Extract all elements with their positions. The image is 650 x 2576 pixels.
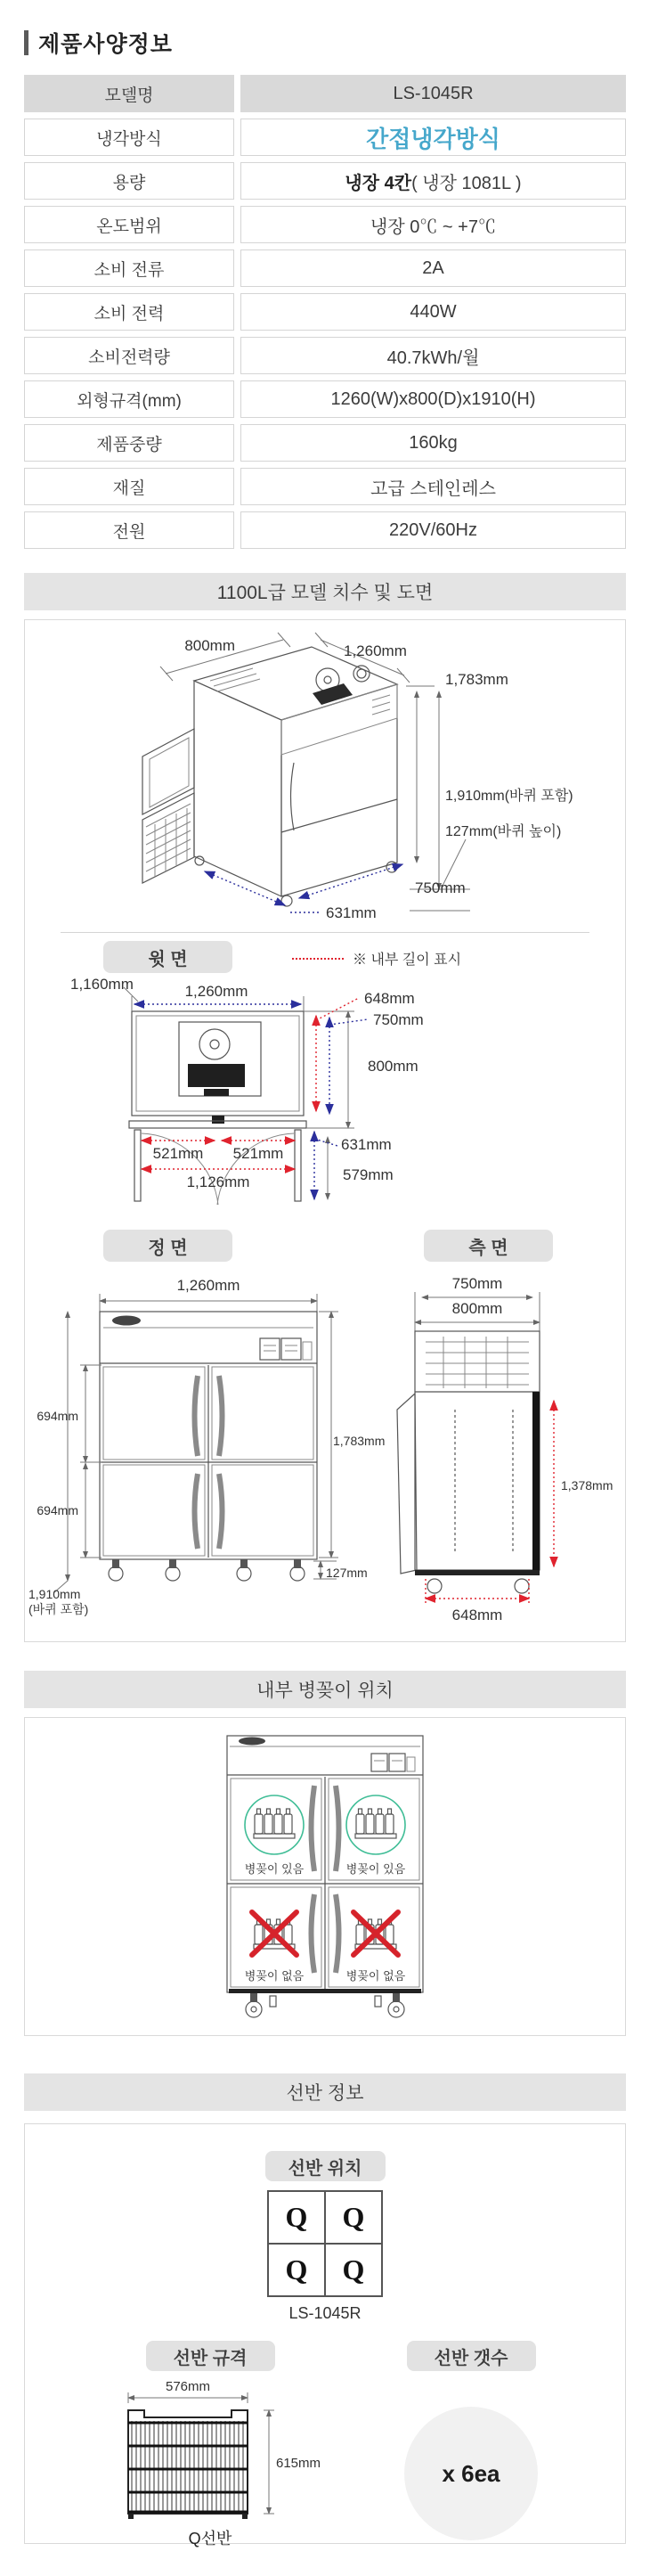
table-row [24,75,626,112]
shelf-count-column [369,2341,573,2549]
bottle-base-bar [229,1989,421,1993]
shelf-name-caption: Q선반 [188,2530,232,2547]
bottle-position-drawing [129,1729,521,2024]
front-caster-icons [109,1559,305,1581]
brand-logo [112,1316,141,1326]
legend-label: ※ 내부 길이 표시 [353,953,462,968]
dim-label-iso-depth: 800mm [184,637,235,654]
page-title-row [24,27,650,59]
dim-label-doors-open: 1,126mm [186,1174,250,1190]
dim-label-top-depth-in: 750mm [373,1011,424,1028]
top-view-title-pill: 윗 면 [103,941,232,973]
spec-value: LS-1045R [240,75,626,112]
bottle-box [24,1717,626,2036]
table-row [24,293,626,331]
iso-door-split-line [281,799,397,832]
shelf-count-title-pill: 선반 갯수 [407,2341,536,2371]
topview-open-door-left [134,1130,141,1201]
spec-label: 용량 [24,162,234,200]
table-row [24,380,626,418]
topview-door-arc-left [142,1133,218,1205]
side-vent-grid [426,1337,529,1388]
side-base-bar [415,1570,540,1575]
shelf-box [24,2123,626,2547]
dim-label-top-outer-width: 1,160mm [70,976,134,993]
spec-value-bold-part: 냉장 4칸 [345,173,412,193]
side-open-door [397,1394,417,1574]
dim-label-shelf-width: 576mm [165,2379,211,2394]
spec-value-accent: 간접냉각방식 [240,119,626,156]
table-row [24,337,626,374]
spec-label: 소비전력량 [24,337,234,374]
shelf-size-title-pill: 선반 규격 [146,2341,275,2371]
spec-label: 소비 전류 [24,249,234,287]
section-header-shelf: 선반 정보 [24,2073,626,2111]
dim-label-iso-wheel-height: 127mm(바퀴 높이) [445,824,562,839]
isometric-view-drawing [61,629,595,930]
shelf-grid-cell: Q [268,2244,325,2296]
shelf-count-badge: x 6ea [404,2407,538,2540]
dim-label-front-upper: 694mm [37,1409,78,1423]
iso-open-door-upper-frame [150,738,189,807]
shelf-grid-cell: Q [325,2244,382,2296]
spec-value: 440W [240,293,626,331]
section-header-dimensions: 1100L급 모델 치수 및 도면 [24,573,626,610]
iso-left-face [194,681,281,896]
dim-label-iso-inner-depth: 750mm [415,879,466,896]
dim-label-side-depth: 800mm [451,1300,503,1317]
topview-door-arc-right [217,1133,294,1205]
spec-value-tail: ( 냉장 1081L ) [411,173,522,193]
spec-label: 냉각방식 [24,119,234,156]
iso-vent-lines [210,668,390,715]
front-control-panel [260,1338,312,1360]
dim-label-front-body-height: 1,783mm [333,1434,386,1448]
spec-label: 온도범위 [24,206,234,243]
side-caster-icons [427,1579,529,1593]
dim-label-door-right: 521mm [232,1145,284,1162]
shelf-grid-cell: Q [268,2191,325,2244]
spec-value: 40.7kWh/월 [240,337,626,374]
spec-label: 전원 [24,511,234,549]
title-accent-bar [24,30,28,55]
dim-label-front-lower: 694mm [37,1503,78,1517]
spec-label: 제품중량 [24,424,234,462]
topview-body [132,1011,304,1116]
dim-label-front-wheel: 127mm [326,1566,368,1580]
bottle-rack-icon [254,1809,295,1838]
side-body [415,1331,540,1570]
topview-body-inner [136,1016,299,1111]
dim-label-front-total: 1,910mm [28,1587,81,1601]
shelf-wires [132,2421,243,2512]
bottle-drawing-wrap [129,1729,521,2024]
section-header-bottle: 내부 병꽂이 위치 [24,1671,626,1708]
dim-label-door-depth: 579mm [343,1166,394,1183]
dim-label-top-inner-width: 631mm [341,1136,392,1153]
spec-table [24,75,626,549]
page-title: 제품사양정보 [38,32,173,57]
spec-label: 재질 [24,468,234,505]
shelf-drawing-wrap [94,2380,326,2523]
shelf-size-column [77,2341,344,2549]
front-view-drawing [27,1276,386,1632]
table-row [24,162,626,200]
iso-caster-icons [195,856,397,906]
side-view-drawing [379,1276,623,1632]
dimensions-box [24,619,626,1642]
bottle-rack-icon [355,1809,396,1838]
spec-value: 160kg [240,424,626,462]
dim-label-door-left: 521mm [152,1145,204,1162]
bottle-caster-icons [246,1993,404,2017]
shelf-grid-model-caption: LS-1045R [288,2304,362,2322]
iso-compressor-icon [313,666,370,705]
table-row [24,119,626,156]
topview-center-stub [212,1116,224,1124]
label-without-holder: 병꽂이 없음 [345,1969,406,1983]
shelf-drawing [94,2380,326,2523]
drawing-divider [61,932,589,933]
dim-label-side-inner-depth: 750mm [451,1275,503,1292]
iso-front-face [281,684,397,896]
brand-logo [239,1738,265,1746]
dim-label-iso-body-height: 1,783mm [445,671,508,688]
dim-label-iso-width: 1,260mm [344,642,407,659]
dim-label-front-width: 1,260mm [176,1277,240,1294]
dim-label-front-total-note: (바퀴 포함) [28,1602,89,1616]
dim-label-top-depth: 800mm [368,1058,418,1075]
dim-label-side-inner-height: 1,378mm [561,1478,613,1492]
iso-door-handle [291,763,295,830]
spec-value: 2A [240,249,626,287]
table-row [24,511,626,549]
spec-value [240,162,626,200]
topview-fan-icon [188,1029,245,1096]
spec-value: 고급 스테인레스 [240,468,626,505]
side-door-black-edge [532,1392,540,1570]
label-with-holder: 병꽂이 있음 [345,1862,406,1876]
dim-label-side-inner-width: 648mm [451,1607,503,1623]
iso-open-door-upper [142,729,194,814]
dim-label-iso-total-height: 1,910mm(바퀴 포함) [445,789,573,804]
table-row [24,206,626,243]
front-view-title-pill: 정 면 [103,1230,232,1262]
top-view-drawing [38,971,483,1212]
dim-label-shelf-height: 615mm [276,2456,321,2471]
spec-value: 1260(W)x800(D)x1910(H) [240,380,626,418]
label-with-holder: 병꽂이 있음 [244,1862,305,1876]
spec-value: 220V/60Hz [240,511,626,549]
shelf-position-title-pill: 선반 위치 [265,2151,386,2181]
iso-dim-line-inner-width [205,871,285,905]
spec-value: 냉장 0℃ ~ +7℃ [240,206,626,243]
table-row [24,468,626,505]
dim-label-top-width: 1,260mm [184,983,248,1000]
dim-label-top-inner-depth: 648mm [364,990,415,1007]
shelf-position-grid [267,2190,383,2297]
table-row [24,424,626,462]
side-interior-rails [455,1410,513,1552]
internal-length-legend [292,948,461,969]
topview-open-door-right [295,1130,301,1201]
product-spec-page [0,27,650,2547]
spec-label: 모델명 [24,75,234,112]
side-view-title-pill: 측 면 [424,1230,553,1262]
spec-label: 소비 전력 [24,293,234,331]
spec-label: 외형규격(mm) [24,380,234,418]
table-row [24,249,626,287]
shelf-inner [25,2124,625,2549]
dim-label-iso-inner-width: 631mm [326,904,377,921]
label-without-holder: 병꽂이 없음 [244,1969,305,1983]
shelf-columns [25,2341,625,2549]
shelf-grid-cell: Q [325,2191,382,2244]
red-dotted-line-icon [292,958,344,960]
bottle-control-panel [371,1754,415,1771]
